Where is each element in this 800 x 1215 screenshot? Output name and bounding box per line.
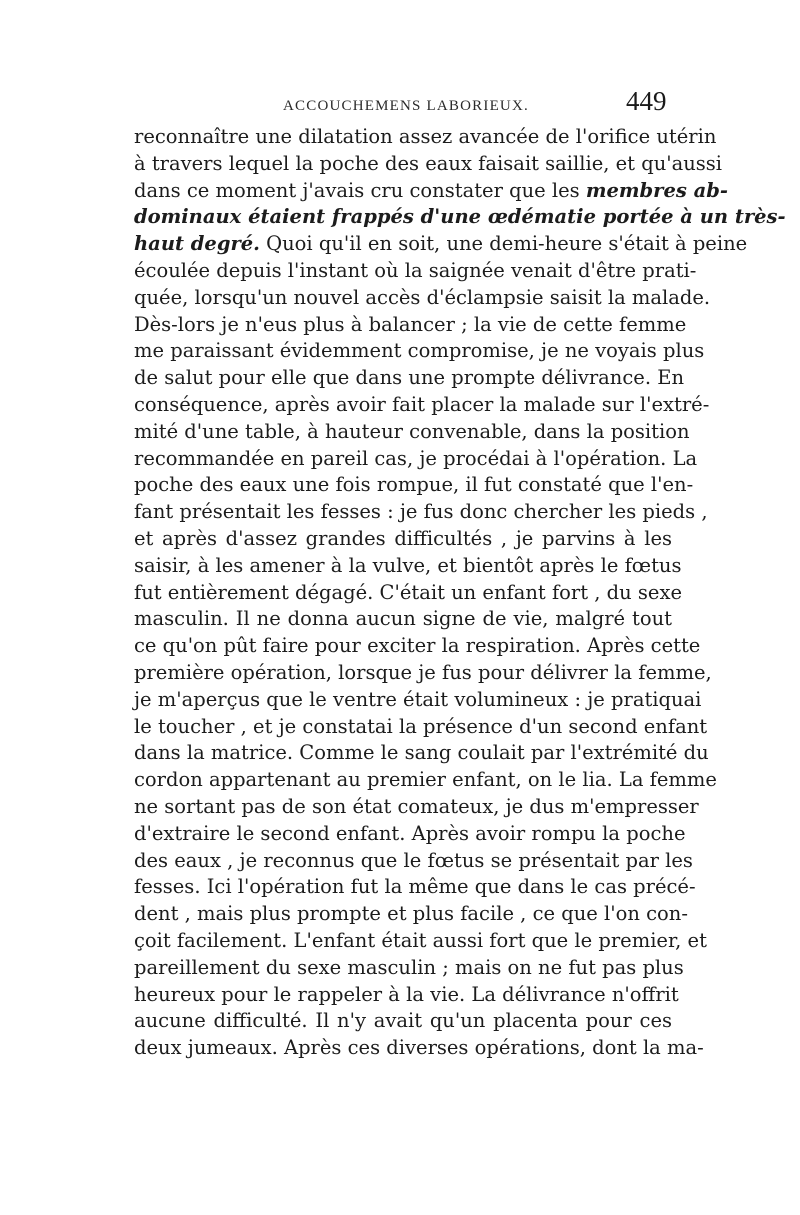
text-line [134, 580, 682, 607]
text-span: dent , mais plus prompte et plus facile , ce que l'on con- [134, 902, 688, 926]
text-span: recommandée en pareil cas, je procédai à l'opération. La [134, 446, 698, 470]
text-span: dans la matrice. Comme le sang coulait par l'extrémité du [134, 741, 709, 765]
italic-span: membres ab- [585, 178, 728, 202]
text-span: à travers lequel la poche des eaux faisait saillie, et qu'aussi [134, 151, 723, 175]
text-line [134, 714, 708, 741]
body-text [134, 124, 786, 1062]
text-span: ne sortant pas de son état comateux, je dus m'empresser [134, 794, 699, 818]
text-span: d'extraire le second enfant. Après avoir rompu la poche [134, 821, 686, 845]
text-line [134, 1035, 704, 1062]
text-line [134, 472, 694, 499]
text-span: Dès-lors je n'eus plus à balancer ; la vie de cette femme [134, 312, 687, 336]
text-line [134, 258, 697, 285]
text-line [134, 687, 702, 714]
text-line [134, 151, 723, 178]
text-span: dans ce moment j'avais cru constater que les [134, 178, 586, 202]
text-span: cordon appartenant au premier enfant, on le lia. La femme [134, 768, 717, 792]
text-line [134, 633, 701, 660]
text-line [134, 982, 679, 1009]
text-line [134, 204, 786, 231]
text-line [134, 794, 699, 821]
text-line [134, 419, 690, 446]
text-span: écoulée depuis l'instant où la saignée venait d'être prati- [134, 258, 697, 282]
text-line [134, 526, 672, 553]
text-line [134, 848, 693, 875]
text-line [134, 365, 685, 392]
text-line [134, 392, 710, 419]
text-span: fant présentait les fesses : je fus donc chercher les pieds , [134, 500, 708, 524]
text-span: me paraissant évidemment compromise, je ne voyais plus [134, 339, 705, 363]
text-span: de salut pour elle que dans une prompte délivrance. En [134, 366, 685, 390]
text-span: ce qu'on pût faire pour exciter la respiration. Après cette [134, 634, 701, 658]
text-span: première opération, lorsque je fus pour délivrer la femme, [134, 660, 712, 684]
text-span: Quoi qu'il en soit, une demi-heure s'était à peine [259, 232, 748, 256]
text-span: conséquence, après avoir fait placer la malade sur l'extré- [134, 392, 710, 416]
text-line [134, 553, 682, 580]
text-span: le toucher , et je constatai la présence d'un second enfant [134, 714, 708, 738]
text-span: fut entièrement dégagé. C'était un enfant fort , du sexe [134, 580, 682, 604]
text-line [134, 606, 672, 633]
text-span: aucune difficulté. Il n'y avait qu'un placenta pour ces [134, 1009, 672, 1033]
text-span: pareillement du sexe masculin ; mais on ne fut pas plus [134, 955, 684, 979]
text-span: quée, lorsqu'un nouvel accès d'éclampsie saisit la malade. [134, 285, 711, 309]
text-line [134, 231, 748, 258]
text-line [134, 124, 717, 151]
text-span: masculin. Il ne donna aucun signe de vie, malgré tout [134, 607, 672, 631]
text-line [134, 178, 728, 205]
text-span: heureux pour le rappeler à la vie. La délivrance n'offrit [134, 982, 679, 1006]
text-line [134, 338, 705, 365]
text-line [134, 767, 717, 794]
text-span: des eaux , je reconnus que le fœtus se présentait par les [134, 848, 693, 872]
text-span: reconnaître une dilatation assez avancée de l'orifice utérin [134, 125, 717, 148]
text-span: je m'aperçus que le ventre était volumineux : je pratiquai [134, 687, 702, 711]
text-line [134, 955, 684, 982]
text-span: mité d'une table, à hauteur convenable, dans la position [134, 419, 690, 443]
text-line [134, 499, 708, 526]
text-line [134, 285, 711, 312]
text-line [134, 901, 688, 928]
text-span: saisir, à les amener à la vulve, et bientôt après le fœtus [134, 553, 682, 577]
italic-span: dominaux étaient frappés d'une œdématie portée à un très- [134, 205, 786, 229]
text-line [134, 821, 686, 848]
text-line [134, 312, 687, 339]
text-line [134, 740, 709, 767]
text-line [134, 928, 707, 955]
page-number: 449 [626, 86, 667, 116]
text-line [134, 874, 696, 901]
running-title: ACCOUCHEMENS LABORIEUX. [283, 98, 529, 114]
text-span: deux jumeaux. Après ces diverses opérations, dont la ma- [134, 1036, 704, 1060]
italic-span: haut degré. [134, 232, 260, 256]
text-line [134, 446, 698, 473]
text-line [134, 660, 712, 687]
text-span: et après d'assez grandes difficultés , je parvins à les [134, 526, 672, 550]
text-span: poche des eaux une fois rompue, il fut constaté que l'en- [134, 473, 694, 497]
text-span: çoit facilement. L'enfant était aussi fort que le premier, et [134, 928, 707, 952]
text-span: fesses. Ici l'opération fut la même que dans le cas précé- [134, 875, 696, 899]
text-line [134, 1008, 672, 1035]
